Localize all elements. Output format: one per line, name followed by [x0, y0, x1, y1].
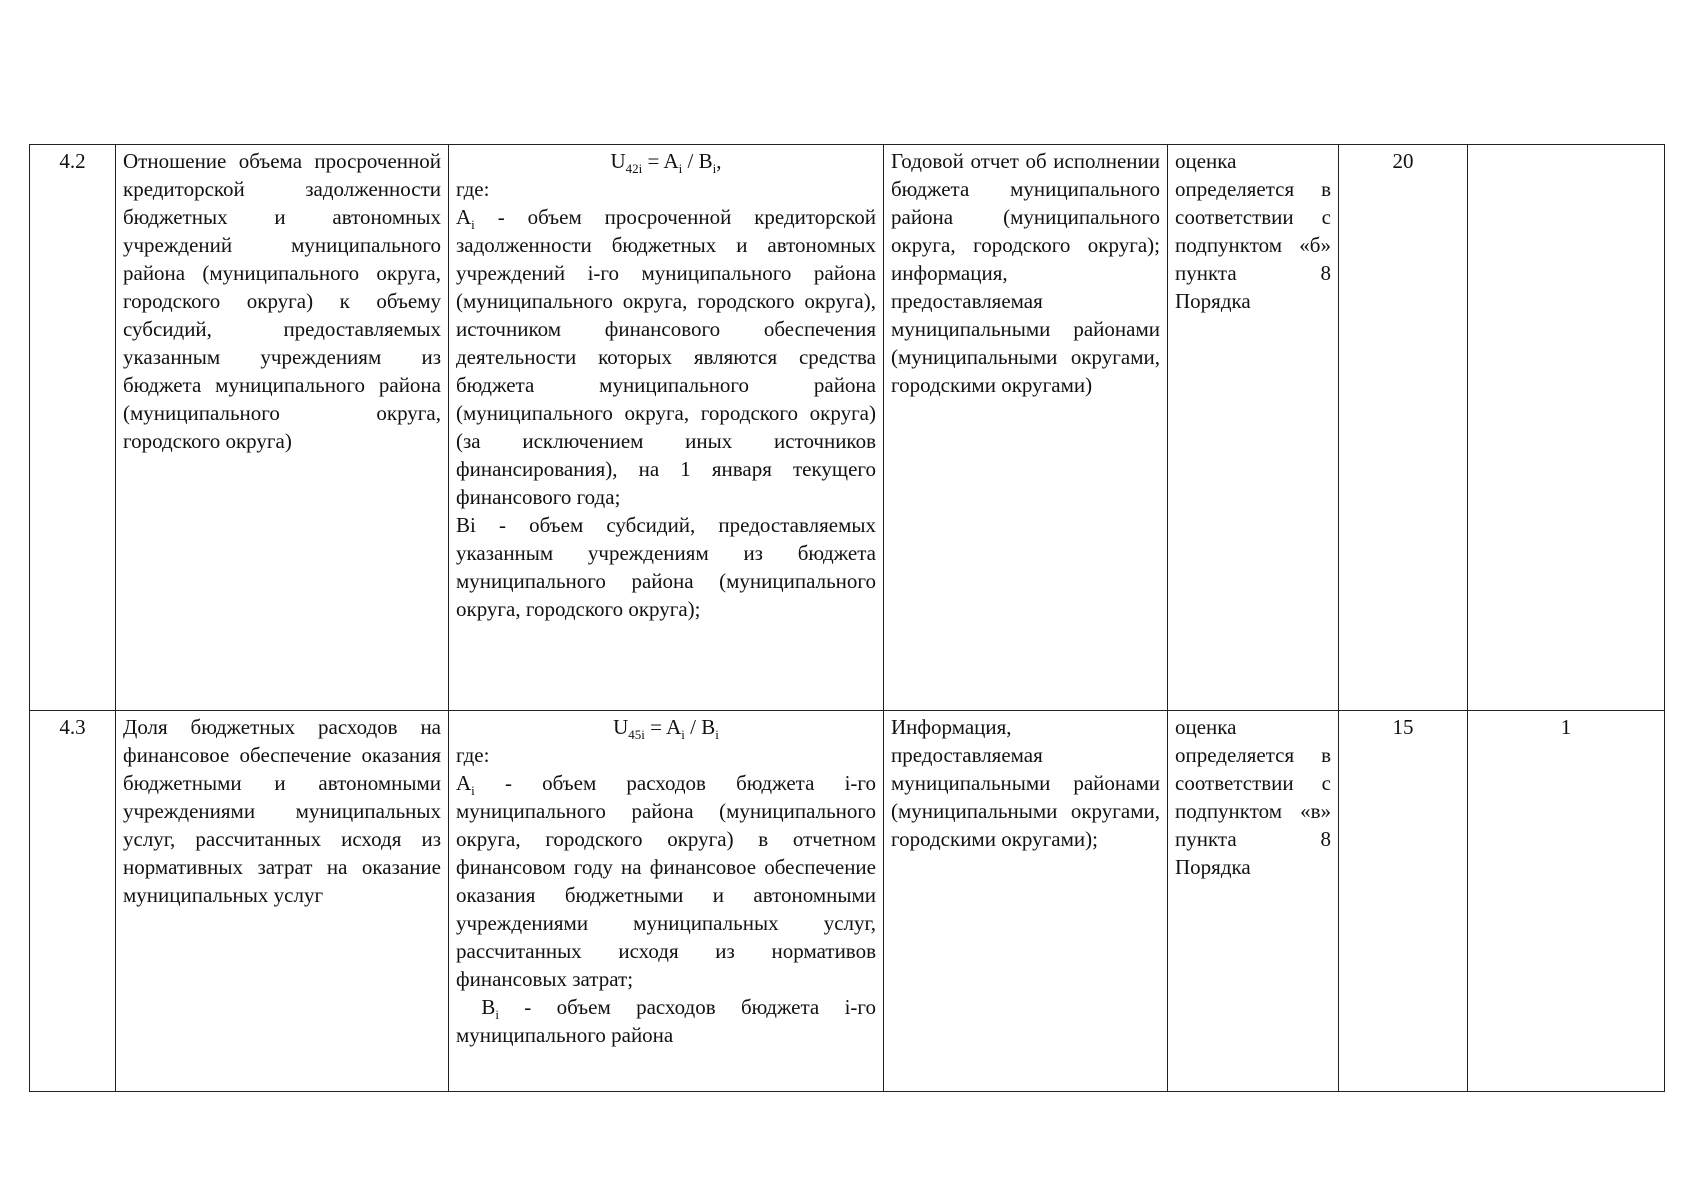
data-source: Информация, предоставляемая муниципальными районами (муниципальными округами, городскими округами); [884, 711, 1168, 1092]
formula: $U_{45i} = A_i / B_i$ [613, 715, 719, 743]
table-row [30, 145, 1665, 711]
definition-a: $A_i$ - объем просроченной кредиторской задолженности бюджетных и автономных учреждений i-го муниципального района (муниципального округа, городского округа), источником финансового обеспечения деятельности которых являются средства бюджета муниципального района (муниципального округа, городского округа) (за исключением иных источников финансирования), на 1 января текущего финансового года; [456, 205, 876, 509]
row-number: 4.3 [30, 711, 116, 1092]
extra-value: 1 [1468, 711, 1665, 1092]
extra-value [1468, 145, 1665, 711]
weight-value: 15 [1339, 711, 1468, 1092]
indicator-name: Доля бюджетных расходов на финансовое обеспечение оказания бюджетными и автономными учреждениями муниципальных услуг, рассчитанных исходя из нормативных затрат на оказание муниципальных услуг [116, 711, 449, 1092]
definition-b: Bi - объем субсидий, предоставляемых указанным учреждениям из бюджета муниципального района (муниципального округа, городского округа); [456, 513, 876, 621]
formula-cell [449, 711, 884, 1092]
definition-a: $A_i$ - объем расходов бюджета i-го муниципального района (муниципального округа, городского округа) в отчетном финансовом году на финансовое обеспечение оказания бюджетными и автономными учреждениями муниципальных услуг, рассчитанных исходя из нормативов финансовых затрат; [456, 771, 876, 991]
formula-cell [449, 145, 884, 711]
row-number: 4.2 [30, 145, 116, 711]
formula: $U_{42i} = A_i / B_i$, [610, 149, 722, 177]
data-source: Годовой отчет об исполнении бюджета муниципального района (муниципального округа, городского округа); информация, предоставляемая муниципальными районами (муниципальными округами, городскими округами) [884, 145, 1168, 711]
where-label: где: [456, 177, 490, 201]
table-row [30, 711, 1665, 1092]
assessment-method: оценка определяется в соответствии с подпунктом «б» пункта 8 Порядка [1168, 145, 1339, 711]
where-label: где: [456, 743, 490, 767]
assessment-method: оценка определяется в соответствии с подпунктом «в» пункта 8 Порядка [1168, 711, 1339, 1092]
indicator-name: Отношение объема просроченной кредиторской задолженности бюджетных и автономных учреждений муниципального района (муниципального округа, городского округа) к объему субсидий, предоставляемых указанным учреждениям из бюджета муниципального района (муниципального округа, городского округа) [116, 145, 449, 711]
definition-b: $B_i$ - объем расходов бюджета i-го муниципального района [456, 995, 876, 1047]
indicator-table [29, 144, 1665, 1092]
weight-value: 20 [1339, 145, 1468, 711]
